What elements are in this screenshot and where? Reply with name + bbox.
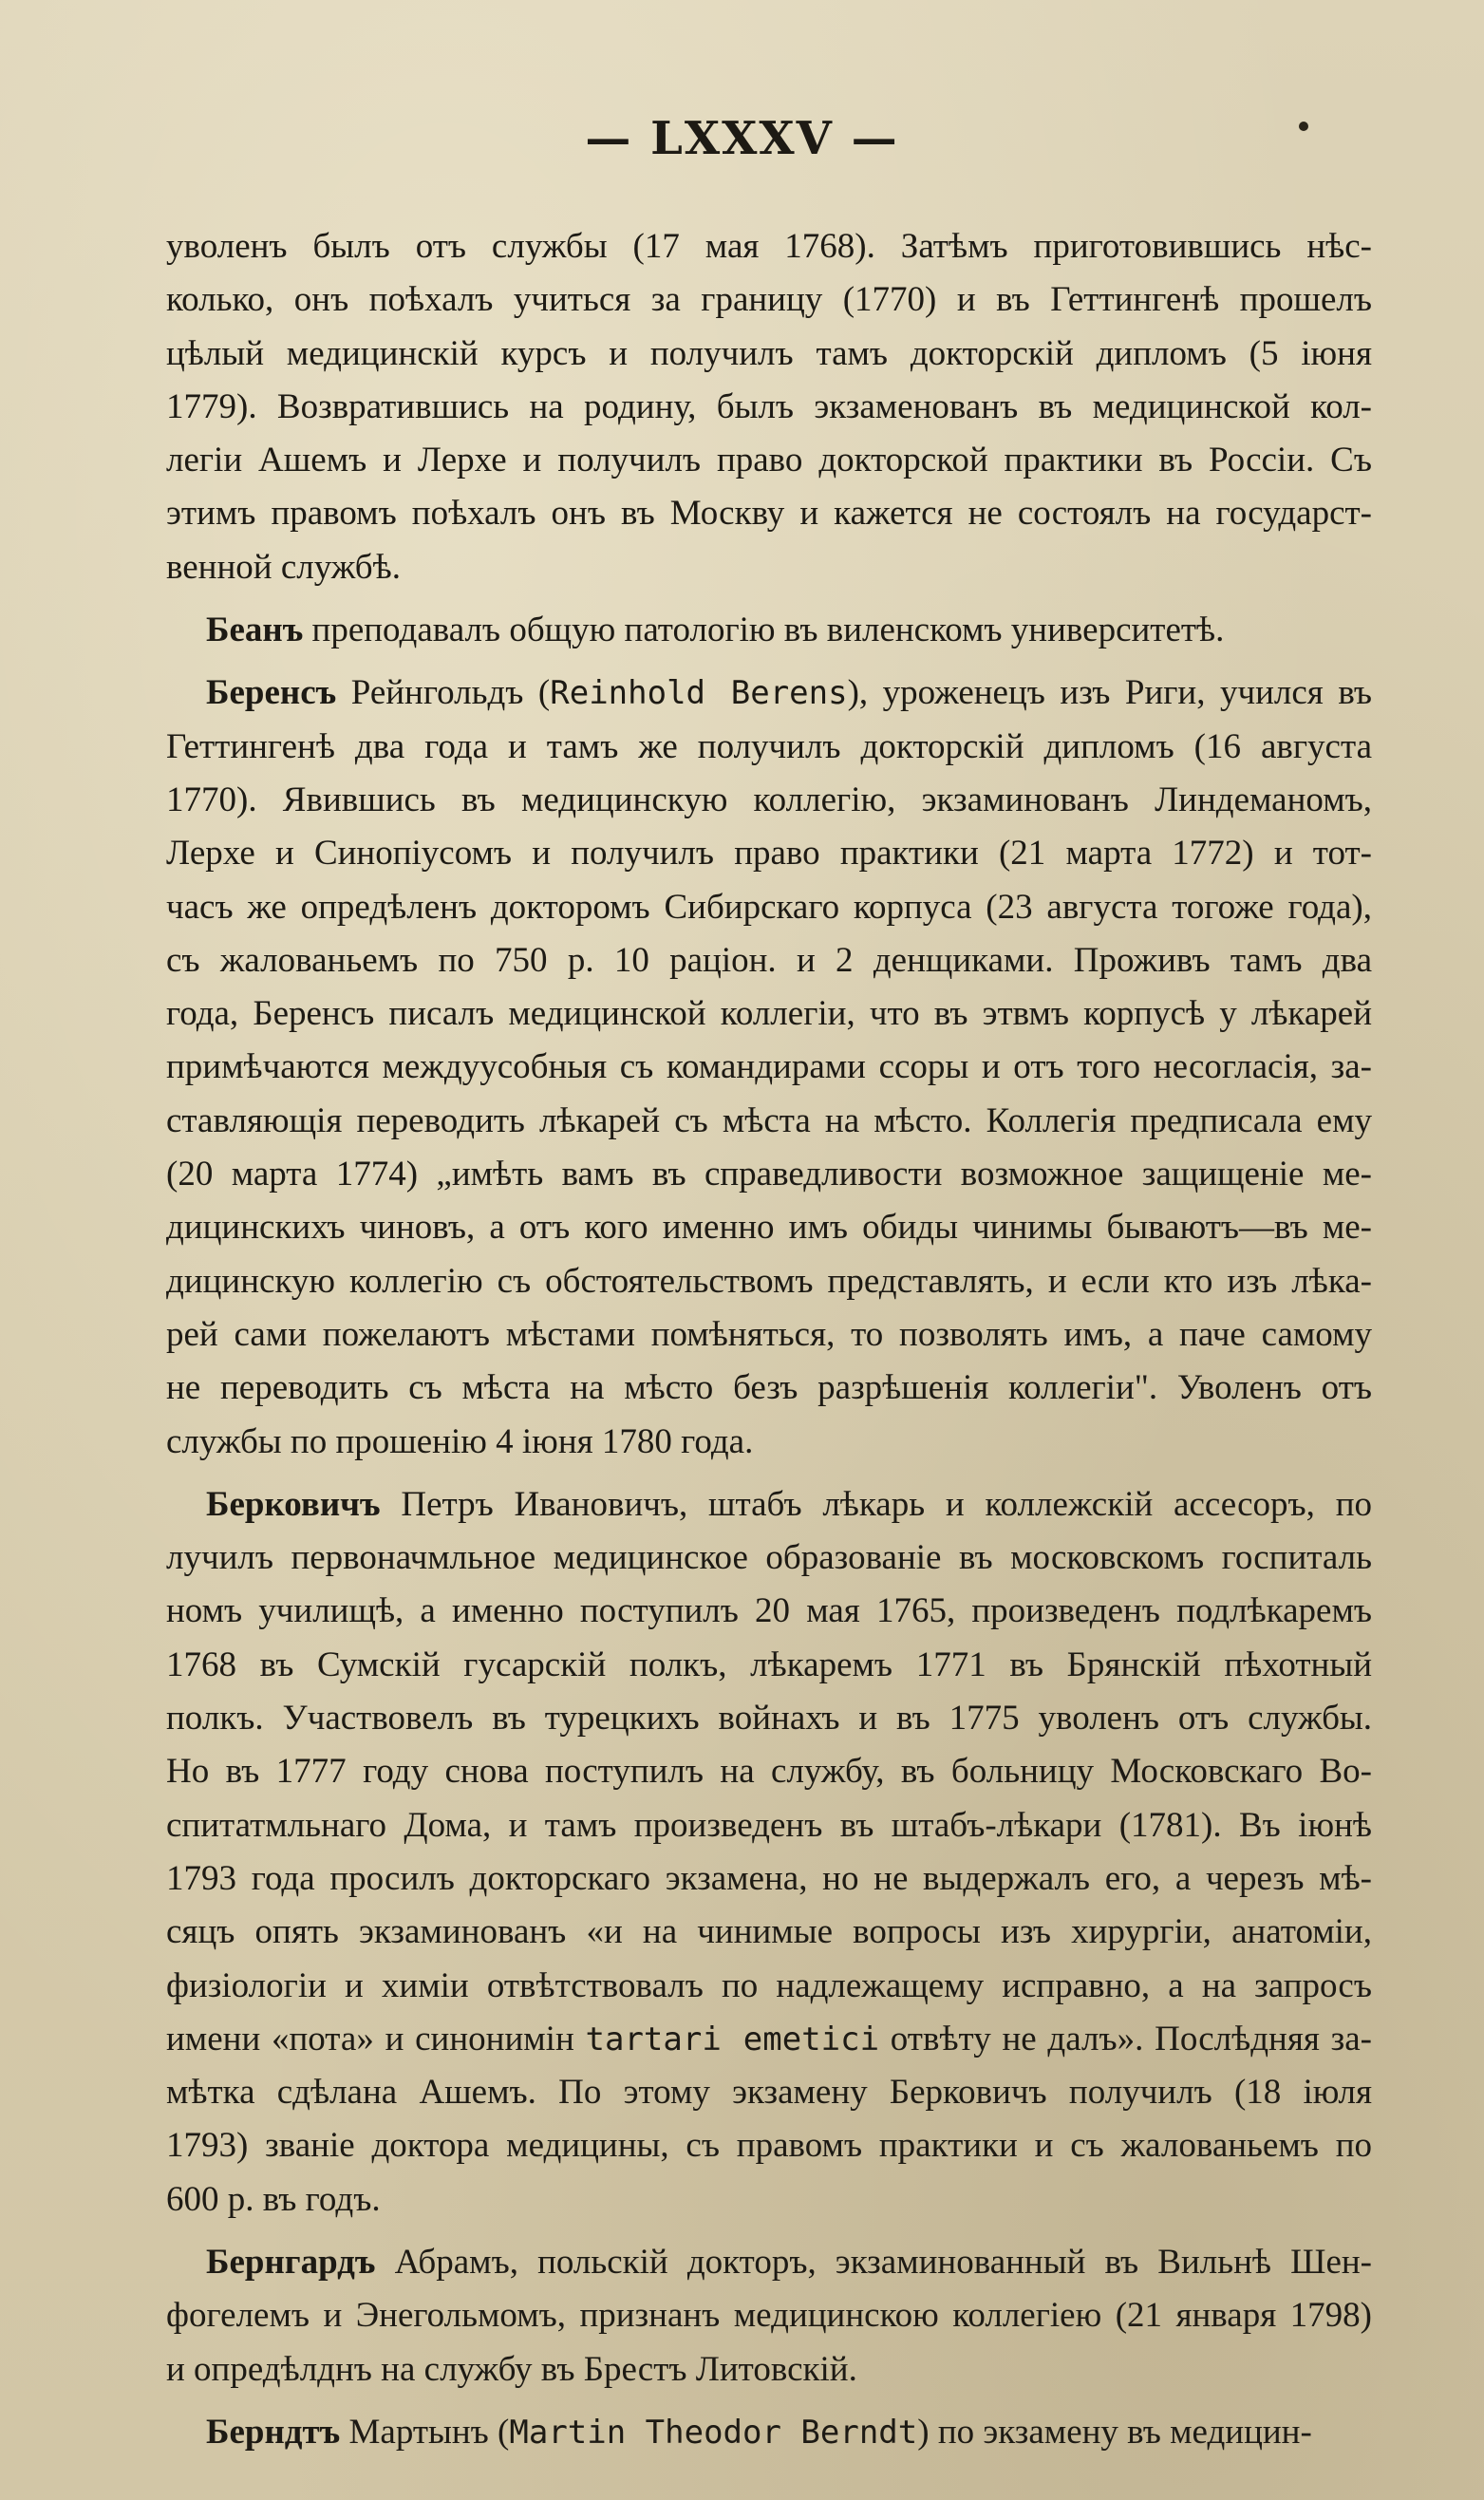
line-text-continued: ) по экзамену въ медицин- — [917, 2412, 1312, 2452]
latin-text: Reinhold Berens — [550, 674, 848, 713]
line-text: полкъ. Участвовелъ въ турецкихъ войнахъ и въ 1775 уволенъ отъ службы. — [166, 1699, 1372, 1739]
text-line — [166, 434, 1372, 487]
text-line — [166, 541, 1372, 594]
line-text: лучилъ первоначмльное медицинское образованіе въ московскомъ госпиталь — [166, 1538, 1372, 1578]
page-header: — LXXXV — — [585, 112, 899, 165]
text-line — [166, 273, 1372, 327]
text-line — [166, 1692, 1372, 1745]
text-line — [166, 2343, 1372, 2397]
text-line — [166, 2119, 1372, 2172]
line-text: венной службѣ. — [166, 547, 401, 587]
text-line — [166, 1041, 1372, 1094]
text-line — [166, 774, 1372, 827]
text-line — [166, 1416, 1372, 1469]
entry-name: Беренсъ — [206, 673, 337, 713]
line-text: дицинскую коллегію съ обстоятельствомъ представлять, и если кто изъ лѣка- — [166, 1261, 1372, 1301]
line-text: (20 марта 1774) „имѣть вамъ въ справедливости возможное защищеніе ме- — [166, 1155, 1372, 1194]
line-text: мѣтка сдѣлана Ашемъ. По этому экзамену Берковичъ получилъ (18 іюля — [166, 2073, 1372, 2113]
line-text: этимъ правомъ поѣхалъ онъ въ Москву и кажется не состоялъ на государст- — [166, 494, 1372, 534]
line-text: Мартынъ ( — [340, 2412, 510, 2452]
line-text: Геттингенѣ два года и тамъ же получилъ докторскій дипломъ (16 августа — [166, 726, 1372, 766]
paragraph — [166, 1478, 1372, 2227]
entry-name: Берковичъ — [206, 1484, 381, 1524]
line-text: примѣчаются междуусобныя съ командирами ссоры и отъ того несогласія, за- — [166, 1047, 1372, 1087]
line-text: спитатмльнаго Дома, и тамъ произведенъ въ штабъ-лѣкари (1781). Въ іюнѣ — [166, 1805, 1372, 1845]
text-line — [166, 1308, 1372, 1362]
paragraph — [166, 667, 1372, 1468]
text-line — [166, 721, 1372, 774]
line-text: не переводить съ мѣста на мѣсто безъ разрѣшенія коллегіи". Уволенъ отъ — [166, 1368, 1372, 1408]
text-line — [166, 1478, 1372, 1532]
text-line — [166, 1639, 1372, 1692]
line-text: Абрамъ, польскій докторъ, экзаминованный въ Вильнѣ Шен- — [375, 2242, 1372, 2282]
line-text: физіологіи и химіи отвѣтствовалъ по надлежащему исправно, а на запросъ — [166, 1965, 1372, 2005]
text-line — [166, 1362, 1372, 1415]
text-line — [166, 328, 1372, 381]
line-text: 1793 года просилъ докторскаго экзамена, но не выдержалъ его, а черезъ мѣ- — [166, 1858, 1372, 1898]
line-text: года, Беренсъ писалъ медицинской коллегіи, что въ этвмъ корпусѣ у лѣкарей — [166, 994, 1372, 1034]
text-line — [166, 2236, 1372, 2289]
text-line — [166, 604, 1372, 657]
entry-name: Беанъ — [206, 611, 304, 650]
line-text: уволенъ былъ отъ службы (17 мая 1768). Затѣмъ приготовившись нѣс- — [166, 227, 1372, 266]
text-line — [166, 1799, 1372, 1852]
line-text: 1793) званіе доктора медицины, съ правомъ практики и съ жалованьемъ по — [166, 2126, 1372, 2166]
text-line — [166, 2066, 1372, 2119]
paragraph — [166, 2236, 1372, 2397]
text-line — [166, 487, 1372, 540]
text-line — [166, 1255, 1372, 1308]
paragraph — [166, 2406, 1372, 2459]
text-line — [166, 934, 1372, 987]
entry-name: Бернгардъ — [206, 2242, 376, 2282]
text-line — [166, 220, 1372, 273]
line-text: ставляющія переводить лѣкарей съ мѣста на мѣсто. Коллегія предписала ему — [166, 1100, 1372, 1140]
line-text: сяцъ опять экзаминованъ «и на чинимые вопросы изъ хирургіи, анатоміи, — [166, 1912, 1372, 1952]
text-line — [166, 2289, 1372, 2342]
latin-text: Martin Theodor Berndt — [509, 2413, 918, 2452]
text-line — [166, 2173, 1372, 2227]
line-text: дицинскихъ чиновъ, а отъ кого именно имъ обиды чинимы бываютъ—въ ме- — [166, 1208, 1372, 1248]
text-line — [166, 381, 1372, 434]
page-body — [166, 220, 1372, 2469]
text-line — [166, 667, 1372, 720]
line-text: цѣлый медицинскій курсъ и получилъ тамъ докторскій дипломъ (5 іюня — [166, 333, 1372, 373]
text-line — [166, 2406, 1372, 2459]
line-text: службы по прошенію 4 іюня 1780 года. — [166, 1421, 754, 1461]
line-text: Петръ Ивановичъ, штабъ лѣкарь и коллежскій ассесоръ, по — [380, 1484, 1372, 1524]
text-line — [166, 1201, 1372, 1254]
line-text: колько, онъ поѣхалъ учиться за границу (1770) и въ Геттингенѣ прошелъ — [166, 280, 1372, 320]
line-text: 1768 въ Сумскій гусарскій полкъ, лѣкаремъ 1771 въ Брянскій пѣхотный — [166, 1645, 1372, 1684]
line-text-continued: ), уроженецъ изъ Риги, учился въ — [847, 673, 1373, 713]
line-text: 1779). Возвратившись на родину, былъ экзаменованъ въ медицинской кол- — [166, 386, 1372, 426]
line-text: Лерхе и Синопіусомъ и получилъ право практики (21 марта 1772) и тот- — [166, 834, 1372, 874]
line-text: 600 р. въ годъ. — [166, 2179, 381, 2219]
text-line — [166, 1095, 1372, 1148]
paragraph — [166, 220, 1372, 594]
line-text: рей сами пожелаютъ мѣстами помѣняться, то позволять имъ, а паче самому — [166, 1314, 1372, 1354]
text-line — [166, 1852, 1372, 1906]
paragraph — [166, 604, 1372, 657]
line-text: 1770). Явившись въ медицинскую коллегію, экзаминованъ Линдеманомъ, — [166, 780, 1372, 819]
line-text: и опредѣлднъ на службу въ Брестъ Литовскій. — [166, 2349, 857, 2389]
entry-name: Берндтъ — [206, 2412, 341, 2452]
text-line — [166, 1532, 1372, 1585]
line-text: номъ училищѣ, а именно поступилъ 20 мая 1765, произведенъ подлѣкаремъ — [166, 1591, 1372, 1631]
text-line — [166, 827, 1372, 880]
text-line — [166, 987, 1372, 1041]
line-text: часъ же опредѣленъ докторомъ Сибирскаго корпуса (23 августа тогоже года), — [166, 887, 1372, 927]
text-line — [166, 2013, 1372, 2066]
line-text: Но въ 1777 году снова поступилъ на службу, въ больницу Московскаго Во- — [166, 1752, 1372, 1792]
text-line — [166, 881, 1372, 934]
line-text: Рейнгольдъ ( — [336, 673, 551, 713]
line-text: фогелемъ и Энегольмомъ, признанъ медицинскою коллегіею (21 января 1798) — [166, 2296, 1372, 2336]
text-line — [166, 1745, 1372, 1798]
text-line — [166, 1585, 1372, 1638]
text-line — [166, 1906, 1372, 1959]
text-line — [166, 1148, 1372, 1201]
line-text: легіи Ашемъ и Лерхе и получилъ право докторской практики въ Россіи. Съ — [166, 441, 1372, 480]
line-text: преподавалъ общую патологію въ виленскомъ университетѣ. — [303, 611, 1225, 650]
text-line — [166, 1960, 1372, 2013]
ink-dot-mark — [1299, 122, 1308, 131]
line-text: имени «пота» и синонимін — [166, 2019, 586, 2058]
latin-text: tartari emetici — [585, 2020, 880, 2058]
line-text-continued: отвѣту не далъ». Послѣдняя за- — [879, 2019, 1372, 2058]
line-text: съ жалованьемъ по 750 р. 10 раціон. и 2 денщиками. Проживъ тамъ два — [166, 940, 1372, 980]
